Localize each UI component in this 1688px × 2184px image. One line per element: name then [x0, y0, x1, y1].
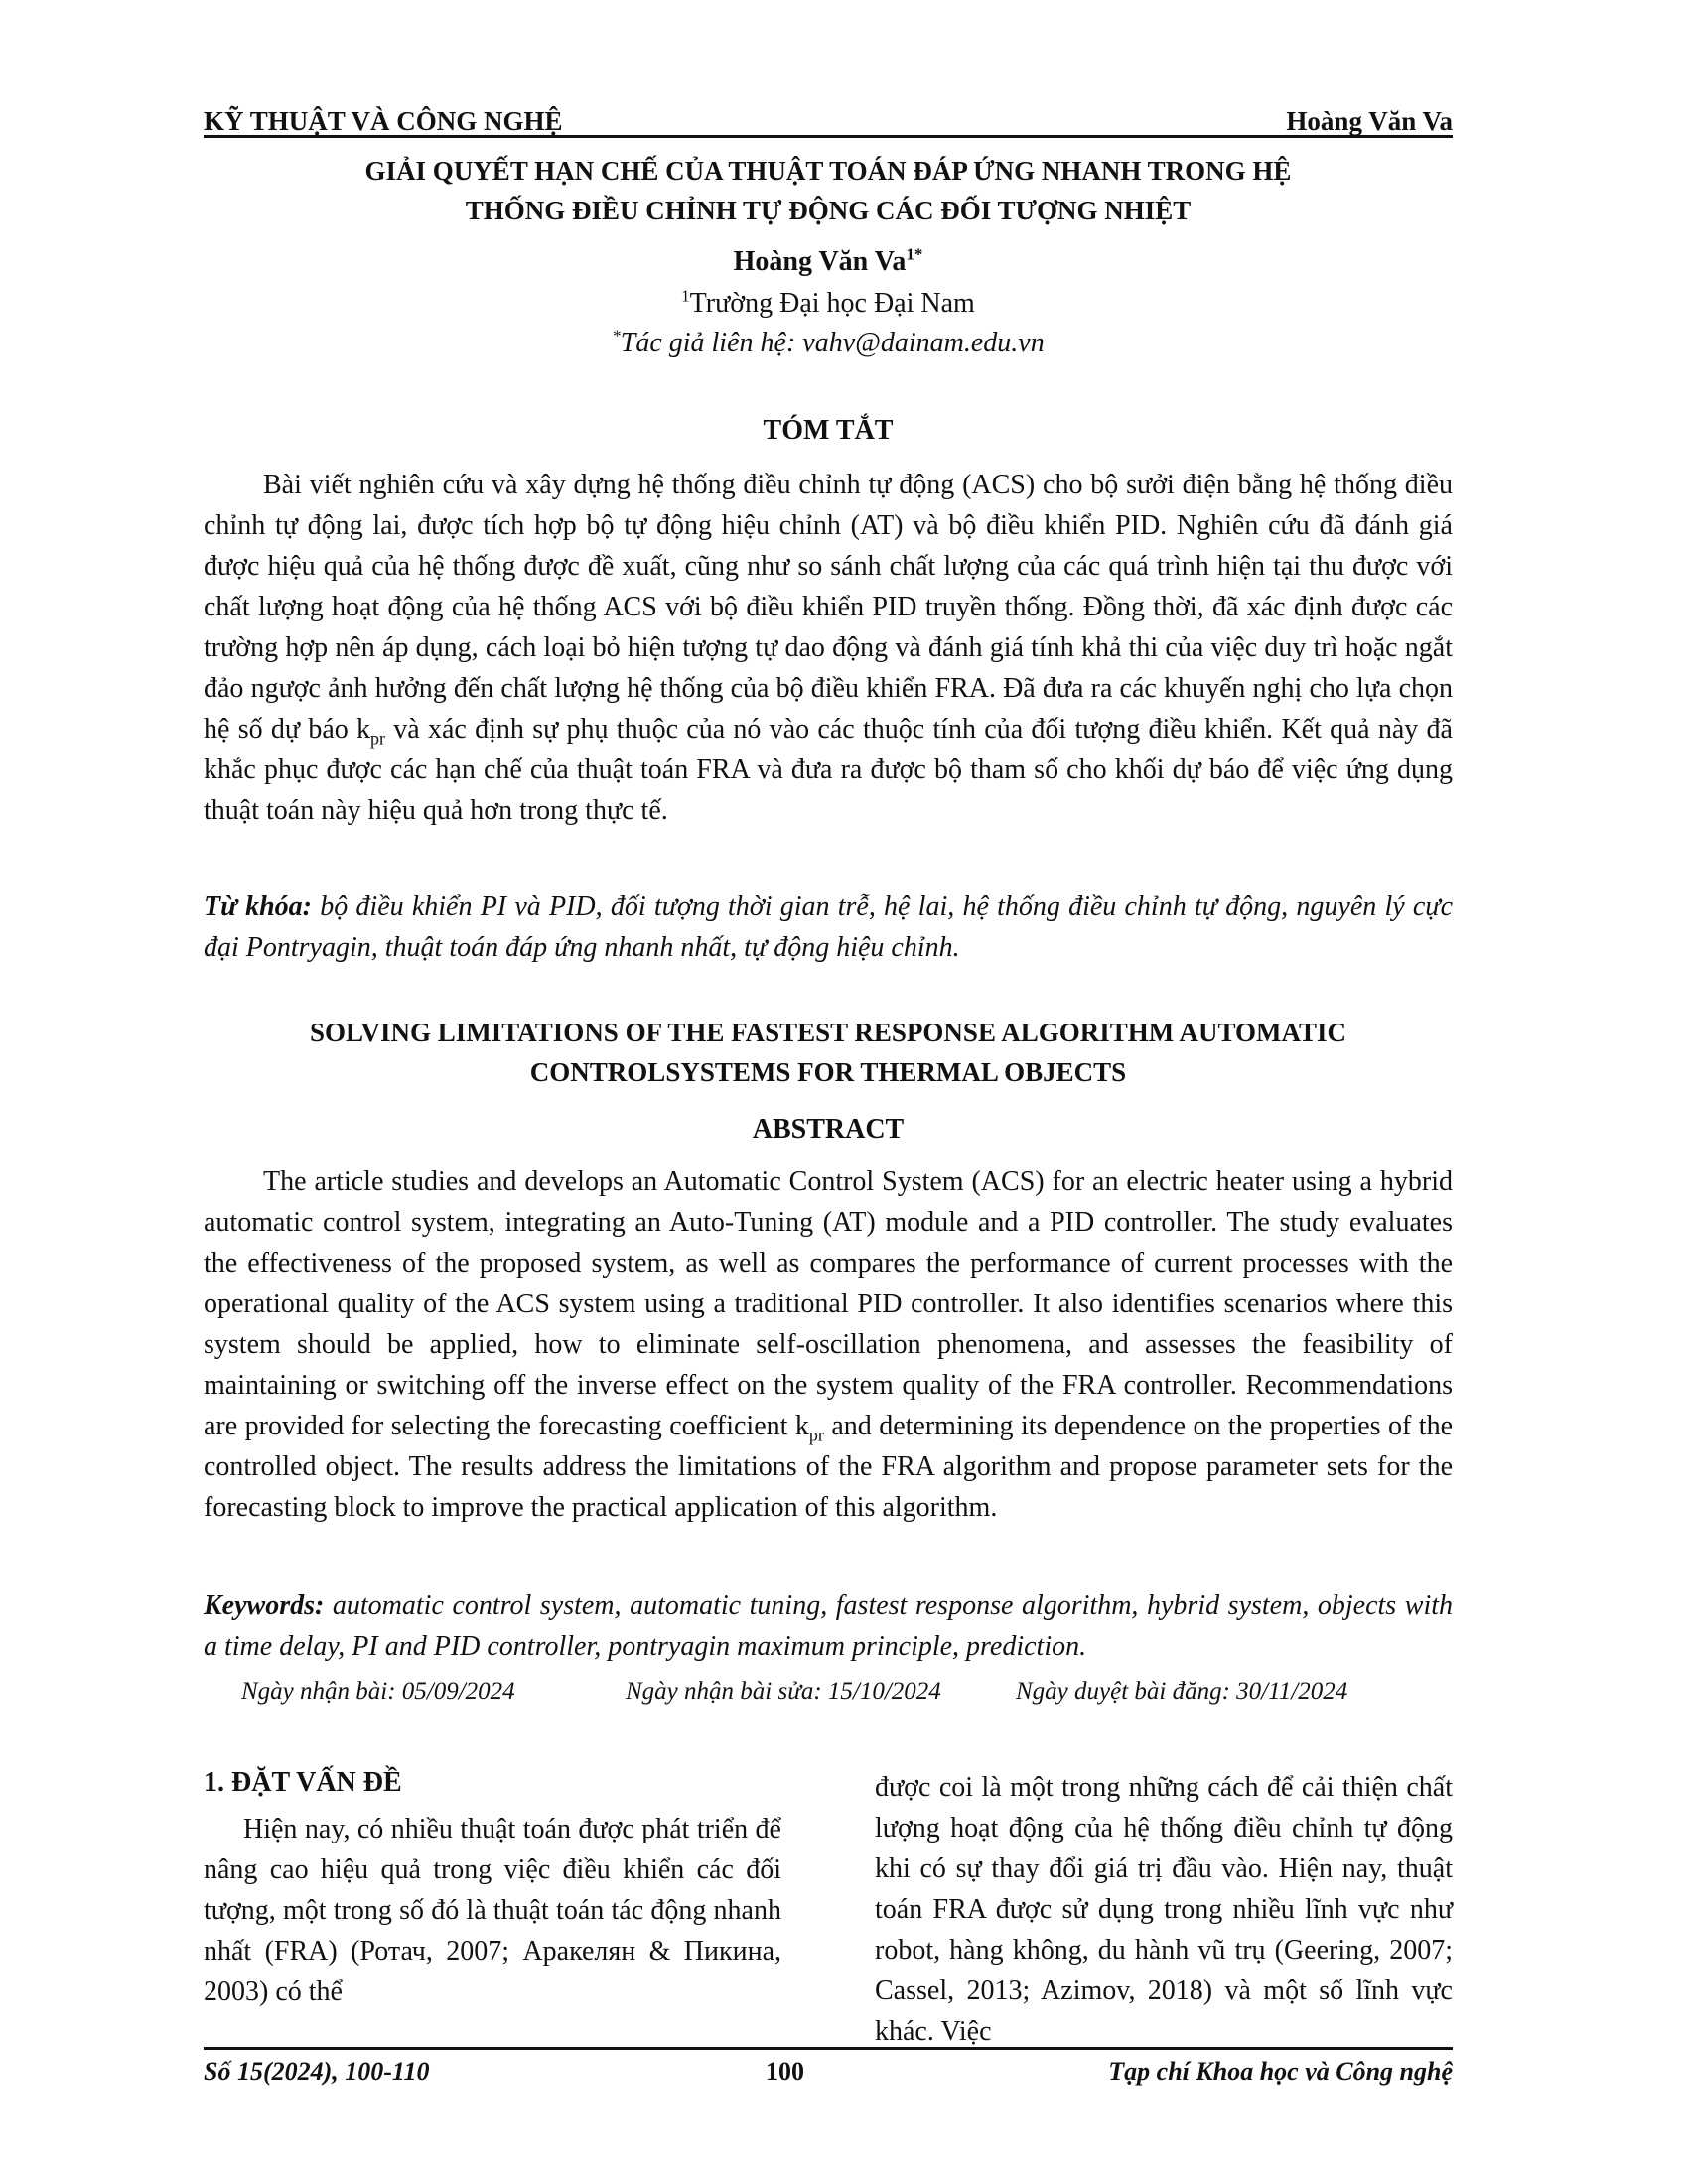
english-abstract-heading: ABSTRACT — [752, 1114, 905, 1145]
vietnamese-title-line-2: THỐNG ĐIỀU CHỈNH TỰ ĐỘNG CÁC ĐỐI TƯỢNG NHIỆT — [465, 196, 1192, 225]
vietnamese-abstract-text: Bài viết nghiên cứu và xây dựng hệ thống điều chỉnh tự động (ACS) cho bộ sưởi điện bằng hệ thống điều chỉnh tự động lai, được tích hợp bộ tự động hiệu chỉnh (AT) và bộ điều khiển PID. Nghiên cứu đã đánh giá được hiệu quả của hệ thống được đề xuất, cũng như so sánh chất lượng của các quá trình hiện tại thu được với chất lượng hoạt động của hệ thống ACS với bộ điều khiển PID truyền thống. Đồng thời, đã xác định được các trường hợp nên áp dụng, cách loại bỏ hiện tượng tự dao động và đánh giá tính khả thi của việc duy trì hoặc ngắt đảo ngược ảnh hưởng đến chất lượng hệ thống của bộ điều khiển FRA. Đã đưa ra các khuyến nghị cho lựa chọn hệ số dự báo k — [204, 470, 1453, 745]
running-head-section: KỸ THUẬT VÀ CÔNG NGHỆ — [204, 106, 563, 136]
keywords-text: bộ điều khiển PI và PID, đối tượng thời gian trễ, hệ lai, hệ thống điều chỉnh tự động, nguyên lý cực đại Pontryagin, thuật toán đáp ứng nhanh nhất, tự động hiệu chỉnh. — [204, 891, 1454, 963]
received-date: Ngày nhận bài: 05/09/2024 — [241, 1678, 515, 1705]
running-head-author: Hoàng Văn Va — [1286, 106, 1453, 136]
contact-superscript: * — [612, 326, 621, 345]
author-name — [204, 246, 1453, 278]
english-keywords — [204, 1585, 1453, 1667]
en-keywords-text: automatic control system, automatic tuning, fastest response algorithm, hybrid system, objects with a time delay, PI and PID controller, pontryagin maximum principle, prediction. — [204, 1590, 1454, 1662]
footer-page-number: 100 — [766, 2057, 804, 2086]
body-column-right: được coi là một trong những cách để cải thiện chất lượng hoạt động của hệ thống điều chỉnh tự động khi có sự thay đổi giá trị đầu vào. Hiện nay, thuật toán FRA được sử dụng trong nhiều lĩnh vực như robot, hàng không, du hành vũ trụ (Geering, 2007; Cassel, 2013; Azimov, 2018) và một số lĩnh vực khác. Việc — [875, 1772, 1453, 2047]
vietnamese-abstract-text-cont: và xác định sự phụ thuộc của nó vào các thuộc tính của đối tượng điều khiển. Kết quả này đã khắc phục được các hạn chế của thuật toán FRA và đưa ra được bộ tham số cho khối dự báo để việc ứng dụng thuật toán này hiệu quả hơn trong thực tế. — [204, 714, 1453, 826]
affiliation-superscript: 1 — [681, 286, 690, 306]
header-rule — [204, 135, 1453, 138]
vietnamese-abstract — [204, 465, 1453, 831]
english-abstract-text-cont: and determining its dependence on the properties of the controlled object. The results address the limitations of the FRA algorithm and propose parameter sets for the forecasting block to improve the practical application of this algorithm. — [204, 1411, 1454, 1523]
page-footer — [204, 2057, 1453, 2091]
accepted-date: Ngày duyệt bài đăng: 30/11/2024 — [1016, 1678, 1348, 1705]
author-name-text: Hoàng Văn Va — [733, 246, 907, 277]
english-abstract-text: The article studies and develops an Automatic Control System (ACS) for an electric heater using a hybrid automatic control system, integrating an Auto-Tuning (AT) module and a PID controller. The study evaluates the effectiveness of the proposed system, as well as compares the performance of current processes with the operational quality of the ACS system using a traditional PID controller. It also identifies scenarios where this system should be applied, how to eliminate self-oscillation phenomena, and assesses the feasibility of maintaining or switching off the inverse effect on the system quality of the FRA controller. Recommendations are provided for selecting the forecasting coefficient k — [204, 1166, 1453, 1441]
english-title — [204, 1013, 1453, 1092]
english-title-line-1: SOLVING LIMITATIONS OF THE FASTEST RESPONSE ALGORITHM AUTOMATIC — [309, 1018, 1346, 1047]
body-column-left: Hiện nay, có nhiều thuật toán được phát triển để nâng cao hiệu quả trong việc điều khiển các đối tượng, một trong số đó là thuật toán tác động nhanh nhất (FRA) (Ротач, 2007; Аракелян & Пикина, 2003) có thể — [204, 1814, 781, 2007]
footer-journal: Tạp chí Khoa học và Công nghệ — [1108, 2057, 1453, 2086]
en-coefficient-subscript: pr — [808, 1425, 824, 1445]
english-title-line-2: CONTROLSYSTEMS FOR THERMAL OBJECTS — [529, 1057, 1127, 1087]
footer-rule — [204, 2047, 1453, 2050]
en-keywords-label: Keywords: — [204, 1590, 325, 1621]
keywords-label: Từ khóa: — [204, 891, 312, 922]
affiliation-text: Trường Đại học Đại Nam — [689, 288, 975, 319]
affiliation — [204, 288, 1453, 320]
author-superscript: 1* — [906, 244, 923, 264]
vietnamese-keywords — [204, 887, 1453, 968]
footer-issue: Số 15(2024), 100-110 — [204, 2057, 430, 2086]
corresponding-author — [204, 328, 1453, 359]
vietnamese-title-line-1: GIẢI QUYẾT HẠN CHẾ CỦA THUẬT TOÁN ĐÁP ỨNG NHANH TRONG HỆ — [364, 156, 1292, 186]
revised-date: Ngày nhận bài sửa: 15/10/2024 — [626, 1678, 941, 1705]
coefficient-subscript: pr — [370, 728, 386, 749]
contact-text: Tác giả liên hệ: vahv@dainam.edu.vn — [620, 328, 1045, 358]
vietnamese-title — [204, 151, 1453, 230]
section-heading: 1. ĐẶT VẤN ĐỀ — [204, 1767, 402, 1798]
running-head — [204, 97, 1453, 137]
vietnamese-abstract-heading: TÓM TẮT — [763, 415, 894, 446]
english-abstract — [204, 1161, 1453, 1528]
